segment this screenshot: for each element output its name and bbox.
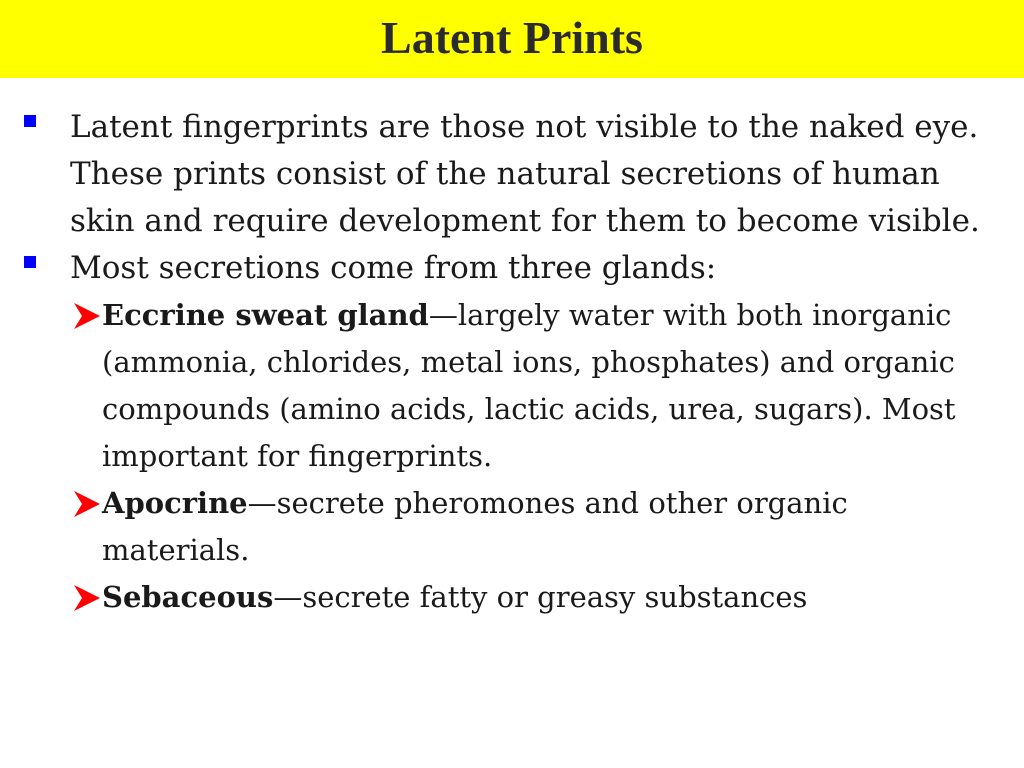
gland-description: secrete pheromones and other organic materials. [102,486,848,567]
gland-name: Apocrine [102,486,248,520]
page-title: Latent Prints [381,11,643,63]
bullet-text: Latent fingerprints are those not visible to the naked eye. These prints consist of the natural secretions of human skin and require development for them to become visible. [70,109,980,239]
arrowhead-bullet-icon [72,583,102,613]
gland-dash: — [273,580,303,614]
gland-description: secrete fatty or greasy substances [302,580,808,614]
gland-dash: — [428,298,458,332]
gland-name: Eccrine sweat gland [102,298,429,332]
arrowhead-bullet-icon [72,301,102,331]
square-bullet-icon [24,256,36,268]
gland-description: largely water with both inorganic (ammonia, chlorides, metal ions, phosphates) and organic compounds (amino acids, lactic acids, urea, sugars). Most important for fingerprints. [102,298,956,473]
arrowhead-bullet-icon [72,489,102,519]
bullet-text: Most secretions come from three glands: [70,250,717,286]
square-bullet-icon [24,115,36,127]
sub-bullet-item [0,480,1024,574]
sub-bullet-item [0,292,1024,480]
title-bar [0,0,1024,78]
gland-name: Sebaceous [102,580,274,614]
bullet-item [0,245,1024,292]
gland-dash: — [247,486,277,520]
bullet-item [0,104,1024,245]
slide-body [0,104,1024,621]
sub-bullet-item [0,574,1024,621]
